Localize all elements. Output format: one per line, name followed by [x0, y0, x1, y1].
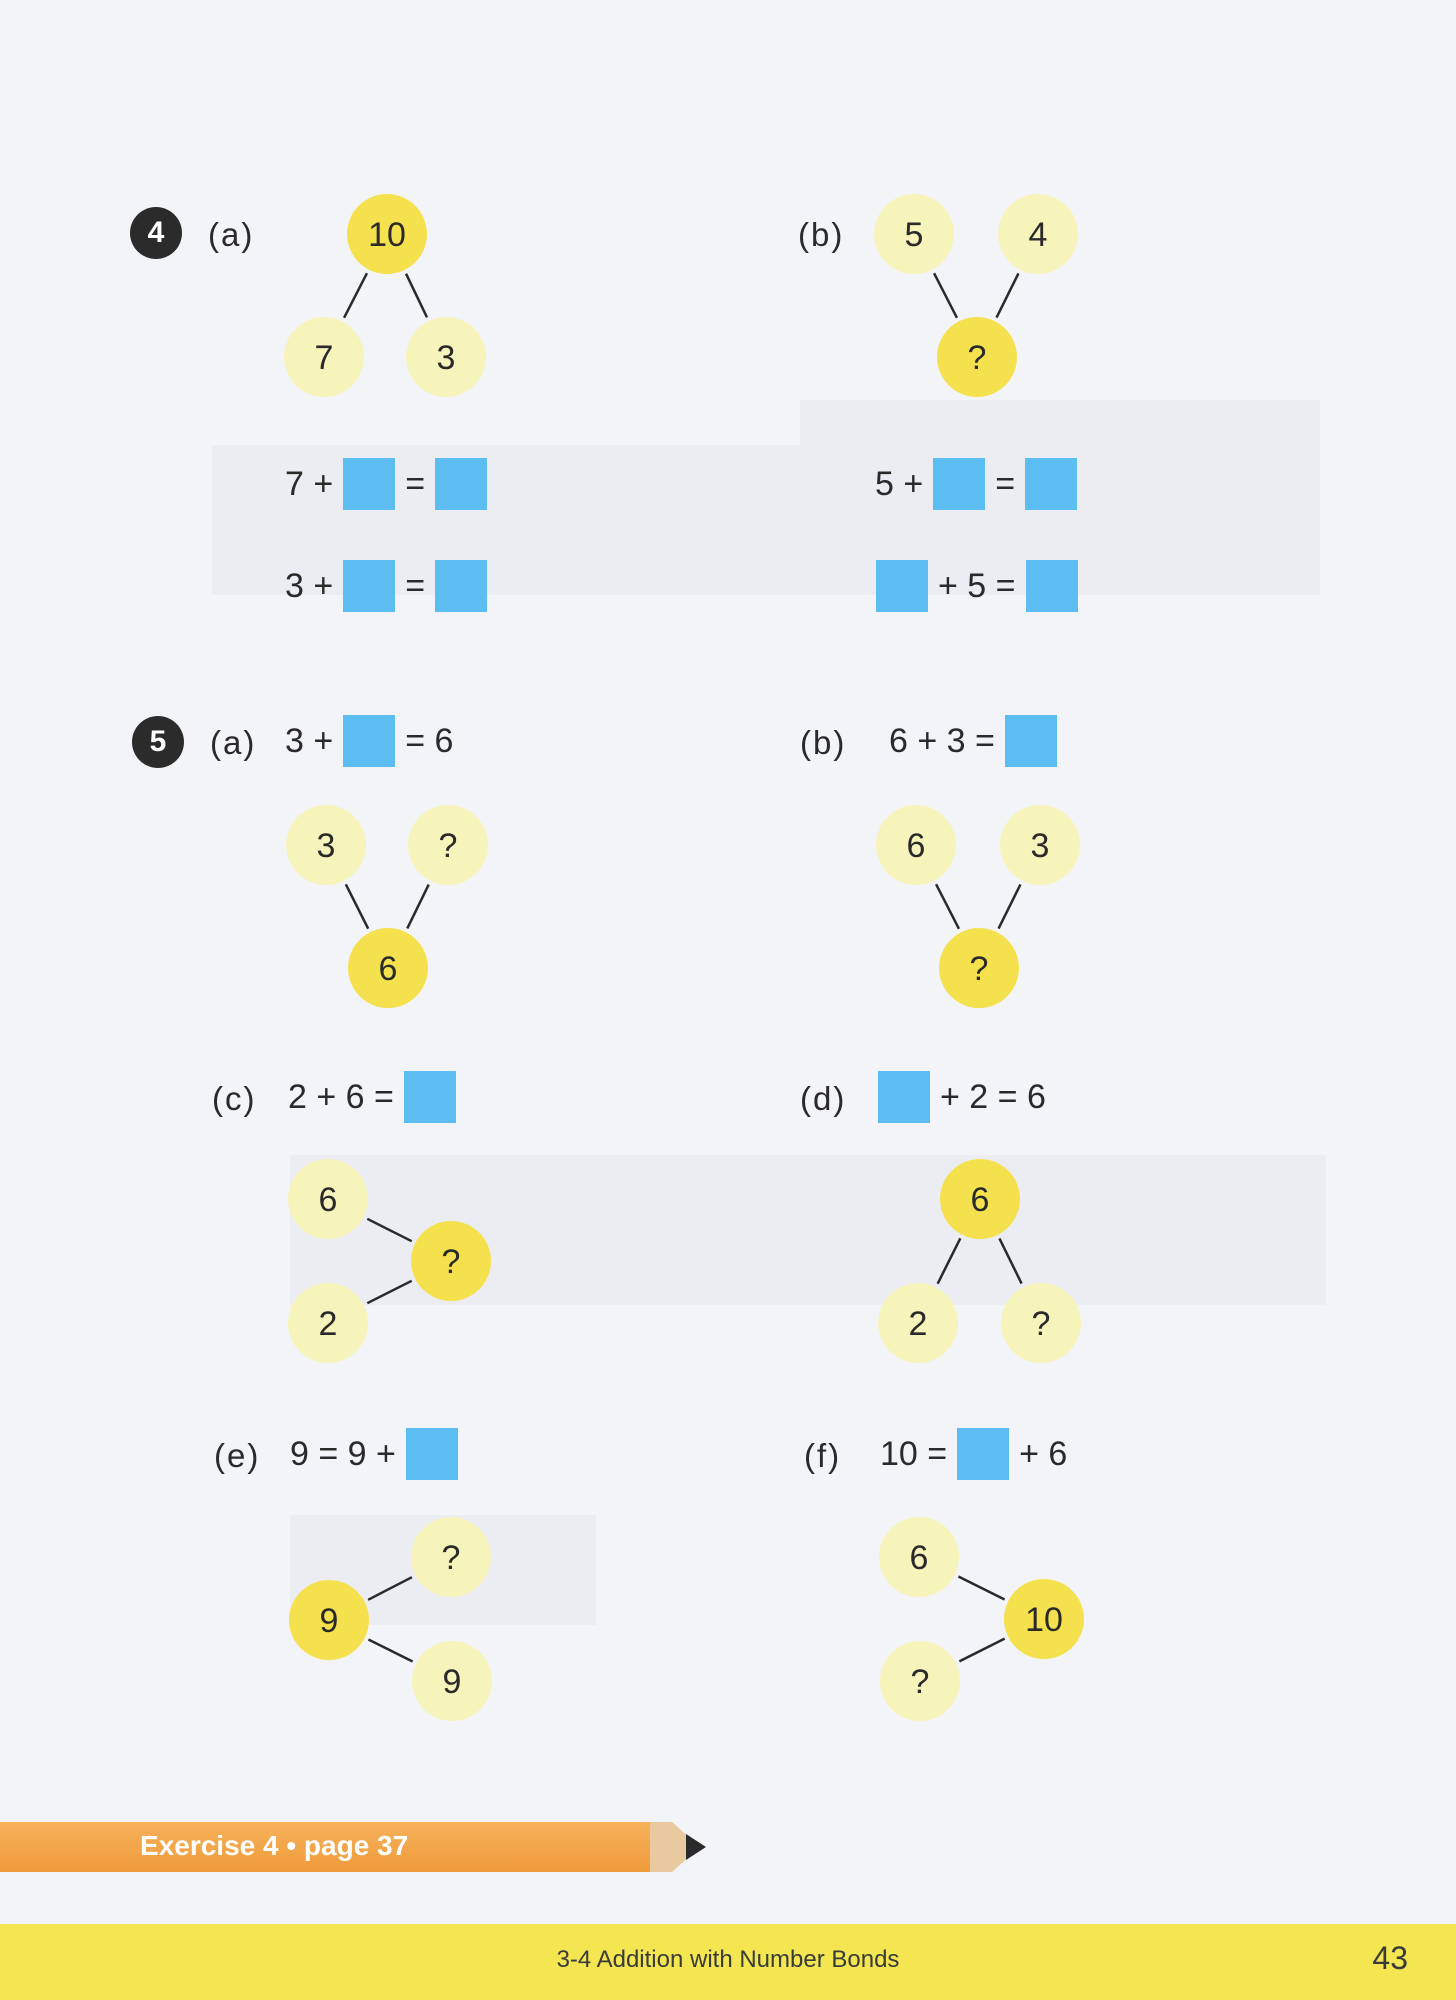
part-label: (e) [214, 1437, 261, 1474]
part-label: (a) [208, 216, 255, 253]
bond-number: 3 [1030, 827, 1050, 865]
bond-number: 10 [368, 216, 406, 254]
part-label: (f) [804, 1437, 842, 1474]
equation-text: = [405, 566, 426, 605]
question-number: 4 [147, 216, 165, 249]
bond-number: ? [969, 950, 989, 988]
part-label: (b) [798, 216, 845, 253]
bond-line [407, 885, 428, 929]
bond-line [938, 1238, 961, 1283]
equation-text: 3 + [285, 566, 334, 605]
bond-line [368, 1577, 412, 1600]
bond-number: ? [441, 1539, 461, 1577]
bond-line [997, 273, 1019, 317]
equation-text: + 6 [1019, 1434, 1068, 1473]
bond-number: 3 [436, 339, 456, 377]
bond-number: ? [1031, 1305, 1051, 1343]
part-label: (b) [800, 724, 847, 761]
bond-number: 6 [378, 950, 398, 988]
bond-number: ? [910, 1663, 930, 1701]
bond-number: ? [967, 339, 987, 377]
question-number: 5 [149, 725, 167, 758]
bond-line [999, 1238, 1021, 1283]
part-label: (d) [800, 1080, 847, 1117]
page-number: 43 [1372, 1940, 1408, 1976]
bond-line [934, 273, 957, 318]
equation-text: 5 + [875, 464, 924, 503]
equation-text: = [995, 464, 1016, 503]
bond-number: 6 [318, 1181, 338, 1219]
equation-text: 2 + 6 = [288, 1077, 394, 1116]
equation-text: = [405, 464, 426, 503]
bond-number: 4 [1028, 216, 1048, 254]
bond-number: 3 [316, 827, 336, 865]
chapter-title: 3-4 Addition with Number Bonds [556, 1946, 900, 1973]
pencil-tip-icon [650, 1822, 706, 1872]
bond-number: 10 [1025, 1601, 1063, 1639]
bond-number: 7 [314, 339, 334, 377]
equation-text: + 2 = 6 [940, 1077, 1046, 1116]
bond-number: 5 [904, 216, 924, 254]
equation-text: 9 = 9 + [290, 1434, 396, 1473]
bond-number: ? [441, 1243, 461, 1281]
equation-text: 10 = [880, 1434, 948, 1473]
bond-line [959, 1639, 1004, 1662]
equation-text: 6 + 3 = [889, 721, 995, 760]
equation-text: = 6 [405, 721, 454, 760]
bond-line [368, 1640, 412, 1662]
bond-number: 9 [442, 1663, 462, 1701]
bond-line [367, 1219, 411, 1241]
bond-number: 6 [970, 1181, 990, 1219]
bond-number: ? [438, 827, 458, 865]
equation-text: + 5 = [938, 566, 1016, 605]
equation-text: 7 + [285, 464, 334, 503]
bond-line [936, 884, 959, 929]
bond-line [346, 884, 368, 928]
bond-number: 6 [906, 827, 926, 865]
bond-line [958, 1577, 1004, 1600]
equation-text: 3 + [285, 721, 334, 760]
bond-number: 2 [318, 1305, 338, 1343]
bond-line [367, 1281, 411, 1303]
bond-number: 9 [319, 1602, 339, 1640]
bond-line [344, 273, 367, 318]
bond-line [999, 884, 1021, 928]
exercise-reference[interactable]: Exercise 4 • page 37 [140, 1830, 409, 1861]
bond-number: 6 [909, 1539, 929, 1577]
part-label: (c) [212, 1080, 257, 1117]
bond-line [406, 274, 427, 318]
bond-number: 2 [908, 1305, 928, 1343]
part-label: (a) [210, 724, 257, 761]
